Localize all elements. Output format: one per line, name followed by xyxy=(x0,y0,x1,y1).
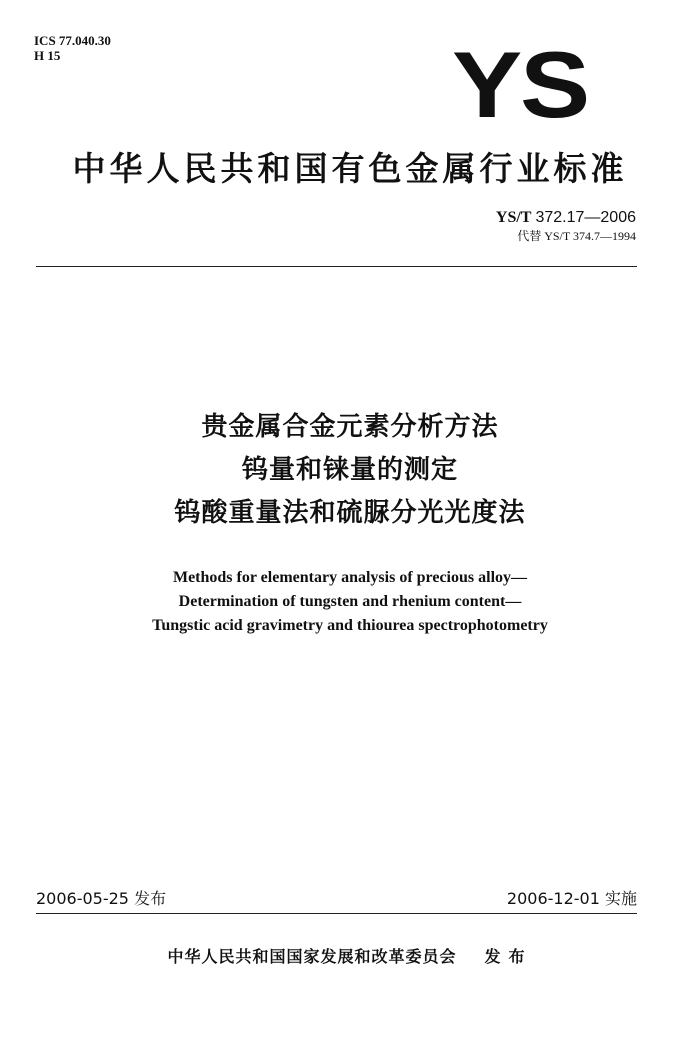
publisher-line xyxy=(0,944,700,967)
footer-divider xyxy=(36,913,637,914)
ics-classification xyxy=(34,33,111,63)
chinese-title-line-2: 钨量和铼量的测定 xyxy=(241,455,458,485)
standard-code: YS/T xyxy=(495,209,532,226)
date-row xyxy=(36,886,637,910)
english-title xyxy=(0,566,700,638)
issue-date: 2006-05-25 发布 xyxy=(36,889,167,908)
ics-code: ICS 77.040.30 xyxy=(34,33,111,48)
publisher-name: 中华人民共和国国家发展和改革委员会 xyxy=(167,947,457,966)
standard-number xyxy=(496,209,636,227)
chinese-title xyxy=(0,406,700,535)
replaces-standard: 代替 YS/T 374.7—1994 xyxy=(517,229,636,243)
organization-title: 中华人民共和国有色金属行业标准 xyxy=(72,149,628,188)
header-divider xyxy=(36,266,637,267)
ys-logo: YS xyxy=(452,32,588,137)
publisher-action: 发布 xyxy=(484,947,533,966)
english-title-line-2: Determination of tungsten and rhenium content— xyxy=(178,593,522,610)
english-title-line-3: Tungstic acid gravimetry and thiourea spectrophotometry xyxy=(152,617,548,634)
standard-number-value: 372.17—2006 xyxy=(535,209,636,226)
ccs-code: H 15 xyxy=(34,48,61,63)
english-title-line-1: Methods for elementary analysis of precious alloy— xyxy=(172,569,528,586)
chinese-title-line-1: 贵金属合金元素分析方法 xyxy=(201,412,499,442)
chinese-title-line-3: 钨酸重量法和硫脲分光光度法 xyxy=(174,498,526,528)
standard-number-block xyxy=(496,209,636,245)
effective-date: 2006-12-01 实施 xyxy=(506,889,637,908)
